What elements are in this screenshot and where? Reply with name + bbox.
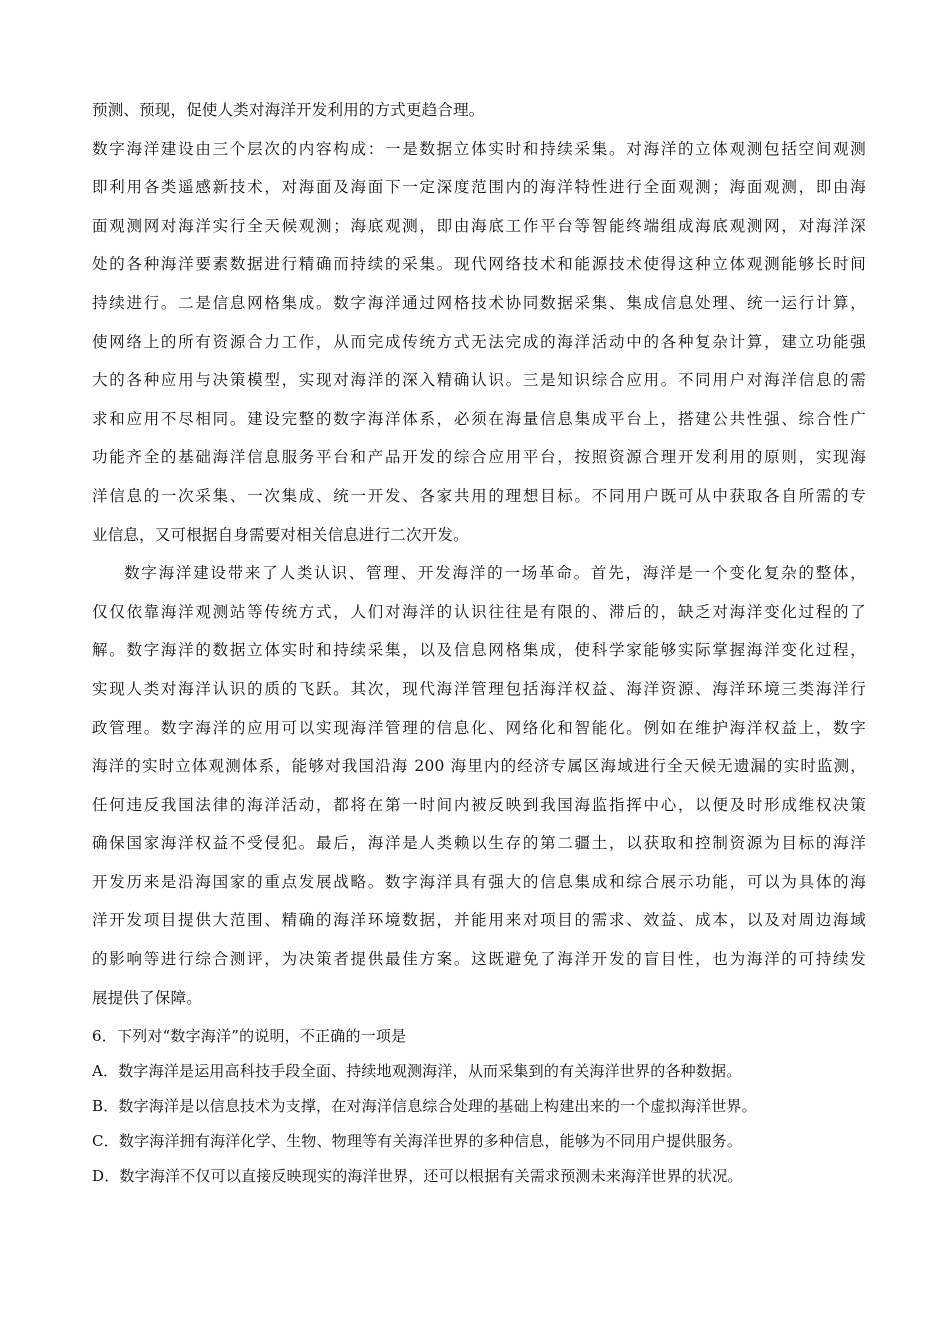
text-line: 仅仅依靠海洋观测站等传统方式，人们对海洋的认识往往是有限的、滞后的，缺乏对海洋变化过程的了: [92, 602, 866, 621]
text-line: 展提供了保障。: [92, 988, 202, 1007]
text-line: 持续进行。二是信息网格集成。数字海洋通过网格技术协同数据采集、集成信息处理、统一运行计算，: [92, 293, 866, 312]
text-line: 数字海洋建设带来了人类认识、管理、开发海洋的一场革命。首先，海洋是一个变化复杂的整体，: [124, 564, 866, 583]
paragraph-continuation: [92, 98, 866, 122]
text-line: 处的各种海洋要素数据进行精确而持续的采集。现代网络技术和能源技术使得这种立体观测能够长时间: [92, 255, 866, 274]
text-line: 实现人类对海洋认识的质的飞跃。其次，现代海洋管理包括海洋权益、海洋资源、海洋环境三类海洋行: [92, 679, 866, 698]
text-line: 确保国家海洋权益不受侵犯。最后，海洋是人类赖以生存的第二疆土，以获取和控制资源为目标的海洋: [92, 834, 866, 853]
text-line: 功能齐全的基础海洋信息服务平台和产品开发的综合应用平台，按照资源合理开发利用的原则，实现海: [92, 448, 866, 467]
text-line: 求和应用不尽相同。建设完整的数字海洋体系，必须在海量信息集成平台上，搭建公共性强、综合性广: [92, 409, 866, 428]
document-page: [92, 98, 866, 1199]
option-a: A．数字海洋是运用高科技手段全面、持续地观测海洋，从而采集到的有关海洋世界的各种数据。: [92, 1062, 742, 1081]
text-line: 海洋的实时立体观测体系，能够对我国沿海 200 海里内的经济专属区海域进行全天候无遗漏的实时监测，: [92, 757, 866, 776]
option-b: B．数字海洋是以信息技术为支撑，在对海洋信息综合处理的基础上构建出来的一个虚拟海洋世界。: [92, 1097, 757, 1116]
option-c: C．数字海洋拥有海洋化学、生物、物理等有关海洋世界的多种信息，能够为不同用户提供服务。: [92, 1132, 743, 1151]
paragraph-revolution: [92, 561, 866, 1010]
text-line: 业信息，又可根据自身需要对相关信息进行二次开发。: [92, 525, 469, 544]
text-line: 即利用各类遥感新技术，对海面及海面下一定深度范围内的海洋特性进行全面观测；海面观测，即由海: [92, 178, 866, 197]
text-line: 解。数字海洋的数据立体实时和持续采集，以及信息网格集成，使科学家能够实际掌握海洋变化过程，: [92, 641, 866, 660]
text-line: 开发历来是沿海国家的重点发展战略。数字海洋具有强大的信息集成和综合展示功能，可以为具体的海: [92, 872, 866, 891]
text-line: 洋开发项目提供大范围、精确的海洋环境数据，并能用来对项目的需求、效益、成本，以及对周边海域: [92, 911, 866, 930]
text-line: 数字海洋建设由三个层次的内容构成：一是数据立体实时和持续采集。对海洋的立体观测包括空间观测: [92, 139, 866, 158]
text-line: 使网络上的所有资源合力工作，从而完成传统方式无法完成的海洋活动中的各种复杂计算，建立功能强: [92, 332, 866, 351]
question-6: [92, 1024, 866, 1188]
option-d: D．数字海洋不仅可以直接反映现实的海洋世界，还可以根据有关需求预测未来海洋世界的状况。: [92, 1167, 743, 1186]
text-line: 任何违反我国法律的海洋活动，都将在第一时间内被反映到我国海监指挥中心，以便及时形成维权决策: [92, 795, 866, 814]
text-line: 大的各种应用与决策模型，实现对海洋的深入精确认识。三是知识综合应用。不同用户对海洋信息的需: [92, 371, 866, 390]
text-line: 洋信息的一次采集、一次集成、统一开发、各家共用的理想目标。不同用户既可从中获取各自所需的专: [92, 486, 866, 505]
question-stem: 6．下列对“数字海洋”的说明，不正确的一项是: [92, 1027, 407, 1046]
text-line: 的影响等进行综合测评，为决策者提供最佳方案。这既避免了海洋开发的盲目性，也为海洋的可持续发: [92, 950, 866, 969]
paragraph-structure: [92, 137, 866, 547]
text-line: 面观测网对海洋实行全天候观测；海底观测，即由海底工作平台等智能终端组成海底观测网，对海洋深: [92, 216, 866, 235]
text-line: 政管理。数字海洋的应用可以实现海洋管理的信息化、网络化和智能化。例如在维护海洋权益上，数字: [92, 718, 866, 737]
text-line: 预测、预现，促使人类对海洋开发利用的方式更趋合理。: [92, 101, 485, 119]
